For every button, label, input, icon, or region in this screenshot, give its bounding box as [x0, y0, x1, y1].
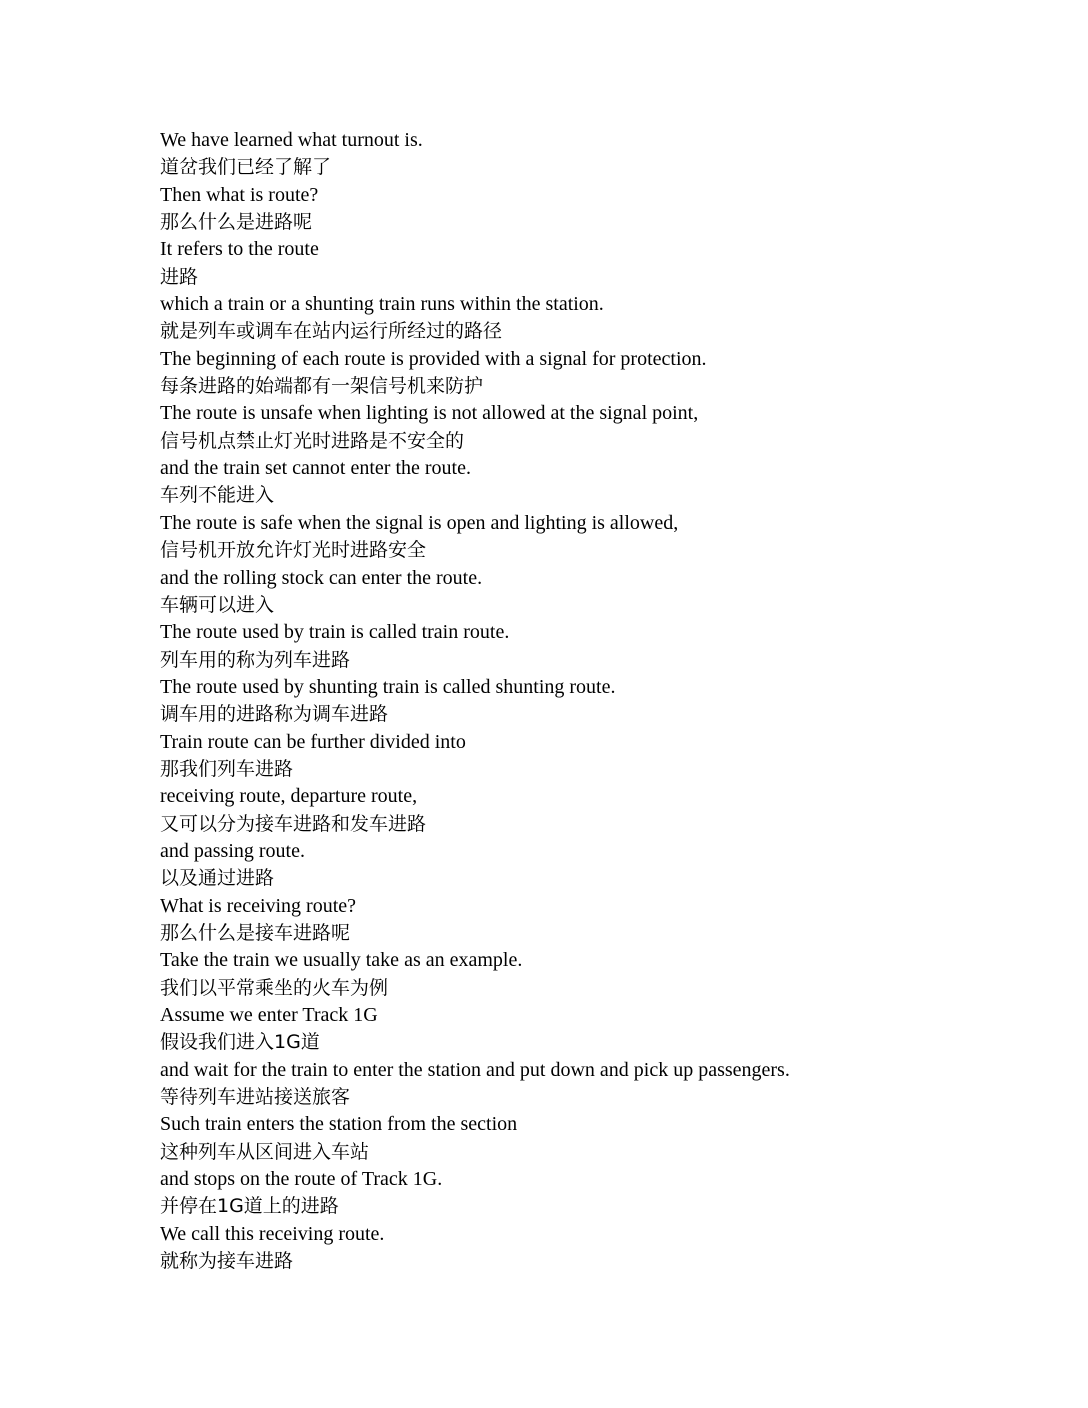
chinese-line: 车辆可以进入 [160, 593, 275, 616]
english-line: It refers to the route [160, 238, 319, 261]
english-line: We have learned what turnout is. [160, 129, 423, 151]
english-line: Assume we enter Track 1G [160, 1004, 378, 1026]
chinese-line: 每条进路的始端都有一架信号机来防护 [160, 375, 484, 398]
english-line: which a train or a shunting train runs within the station. [160, 293, 604, 316]
english-line: and the rolling stock can enter the route. [160, 566, 483, 589]
english-line: The route used by shunting train is called shunting route. [160, 675, 616, 698]
chinese-line: 那我们列车进路 [160, 757, 294, 780]
chinese-line: 调车用的进路称为调车进路 [160, 703, 389, 726]
english-line: Then what is route? [160, 183, 319, 206]
english-line: Take the train we usually take as an example. [160, 949, 523, 972]
english-line: The route is safe when the signal is open and lighting is allowed, [160, 511, 679, 534]
chinese-line: 列车用的称为列车进路 [160, 648, 351, 671]
chinese-line: 那么什么是接车进路呢 [160, 921, 351, 944]
english-line: receiving route, departure route, [160, 785, 418, 808]
chinese-line: 又可以分为接车进路和发车进路 [160, 812, 427, 835]
chinese-line: 信号机开放允许灯光时进路安全 [160, 539, 427, 562]
english-line: We call this receiving route. [160, 1222, 385, 1245]
chinese-line: 以及通过进路 [160, 867, 275, 890]
english-line: and stops on the route of Track 1G. [160, 1168, 443, 1191]
english-line: The beginning of each route is provided with a signal for protection. [160, 347, 707, 370]
chinese-line: 并停在1G道上的进路 [160, 1195, 339, 1218]
english-line: and passing route. [160, 839, 305, 862]
chinese-line: 那么什么是进路呢 [160, 211, 313, 234]
chinese-line: 就称为接车进路 [160, 1250, 294, 1273]
chinese-line: 道岔我们已经了解了 [160, 156, 332, 179]
chinese-line: 车列不能进入 [160, 484, 275, 507]
chinese-line: 等待列车进站接送旅客 [160, 1086, 351, 1109]
english-line: What is receiving route? [160, 894, 357, 917]
english-line: The route is unsafe when lighting is not allowed at the signal point, [160, 402, 699, 425]
chinese-line: 就是列车或调车在站内运行所经过的路径 [160, 320, 503, 343]
chinese-line: 信号机点禁止灯光时进路是不安全的 [160, 429, 465, 452]
chinese-line: 这种列车从区间进入车站 [160, 1140, 370, 1163]
english-line: and wait for the train to enter the station and put down and pick up passengers. [160, 1058, 790, 1081]
transcript-lines [160, 127, 1020, 1275]
english-line: Such train enters the station from the section [160, 1113, 518, 1136]
chinese-line: 假设我们进入1G道 [160, 1031, 320, 1054]
chinese-line: 我们以平常乘坐的火车为例 [160, 976, 389, 999]
english-line: and the train set cannot enter the route. [160, 457, 471, 480]
english-line: The route used by train is called train route. [160, 621, 510, 644]
chinese-line: 进路 [160, 265, 199, 288]
english-line: Train route can be further divided into [160, 730, 466, 753]
